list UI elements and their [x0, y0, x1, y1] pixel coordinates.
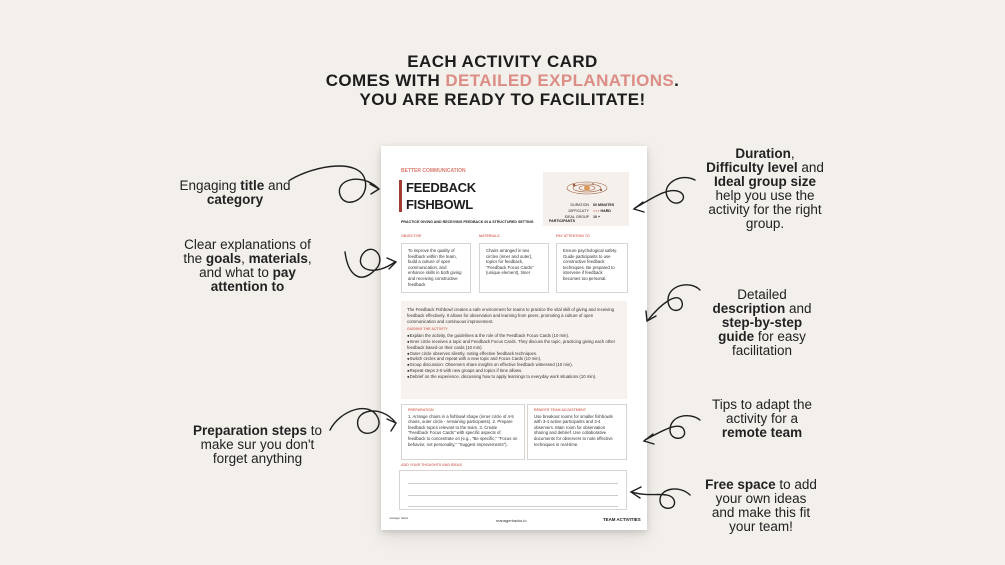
objective-box: To improve the quality of feedback within the team, build a culture of open communication, and enhance skills in both giving and receiving constructive feedback [401, 243, 471, 293]
remote-header: REMOTE TEAM ADJUSTMENT [534, 408, 586, 412]
meta-difficulty-value: HARD [600, 209, 611, 213]
annotation-goals [165, 238, 330, 294]
preparation-header: PREPARATION [408, 408, 434, 412]
difficulty-dots: ●●● [593, 209, 600, 213]
card-subtitle: PRACTICE GIVING AND RECEIVING FEEDBACK IN A STRUCTURED SETTING [401, 220, 534, 224]
annotation-space-post1: to add [775, 477, 817, 492]
annotation-space-l2: your own ideas [715, 491, 807, 506]
annotation-title-pre: Engaging [179, 178, 241, 193]
annotation-duration-b2: Difficulty level [706, 160, 798, 175]
footer-url: managerhacks.io [496, 518, 527, 523]
annotation-duration-b1: Duration [735, 146, 791, 161]
annotation-goals-post2: , [307, 251, 312, 266]
arrow-description [648, 285, 700, 320]
annotation-prep-post1: to [307, 423, 323, 438]
headline-line-3: YOU ARE READY TO FACILITATE! [359, 90, 646, 109]
annotation-goals-b1: goals [205, 251, 242, 266]
annotation-space-l4: your team! [729, 519, 793, 534]
annotation-description-b3: guide [718, 329, 755, 344]
annotation-duration-post2: and [797, 160, 824, 175]
annotation-remote-l1: Tips to adapt the [711, 397, 813, 412]
card-title-line-1: FEEDBACK [406, 180, 476, 195]
guide-header: GUIDING THE ACTIVITY [407, 327, 448, 332]
annotation-description-post4: for easy [754, 329, 806, 344]
headline-line-1: EACH ACTIVITY CARD [407, 52, 598, 71]
annotation-title-mid: and [264, 178, 291, 193]
attention-header: PAY ATTENTION TO [556, 234, 590, 238]
guide-step: ● Repeat steps 2-5 with new groups and topics if time allows. [407, 368, 621, 374]
guide-step: ● Outer circle observes silently, noting effective feedback techniques. [407, 351, 621, 357]
annotation-goals-pre3: and what to [199, 265, 273, 280]
annotation-prep-l3: forget anything [212, 451, 303, 466]
annotation-duration-l6: group. [745, 216, 785, 231]
annotation-goals-pre2: the [183, 251, 206, 266]
guide-step: ● Explain the activity, the guidelines & the role of the Feedback Focus Cards (10 min). [407, 333, 621, 339]
card-category: BETTER COMMUNICATION [401, 168, 466, 174]
annotation-goals-b4: attention to [210, 279, 285, 294]
annotation-remote-b1: remote team [721, 425, 803, 440]
headline-accent: DETAILED EXPLANATIONS [445, 71, 675, 90]
annotation-description [697, 288, 827, 358]
guide-step: ● Inner circle receives a topic and Feedback Focus Cards. They discuss the topic, practicing giving each other feedback based on their cards (10 min). [407, 339, 621, 351]
meta-group-value: 10 + PARTICIPANTS [549, 215, 601, 223]
annotation-prep-b1: Preparation steps [192, 423, 308, 438]
preparation-text: 1. Arrange chairs in a fishbowl shape (inner circle of 4-5 chairs, outer circle - remaining participants). 2. Prepare feedback topics relevant to the team. 3. Create "Feedback Focus Cards" with specific aspects of feedback to concentrate on (e.g., "Be specific," "Focus on behavior, not personality," "Suggest improvements"). [408, 413, 518, 447]
annotation-space-b1: Free space [705, 477, 776, 492]
remote-text: Use breakout rooms for smaller fishbowls with 3-4 active participants and 3-4 observers. Main room for observation sharing and debrief. Use collaborative documents for observers to note effective techniques in real-time. [534, 413, 613, 447]
thoughts-header: ADD YOUR THOUGHTS AND IDEAS [401, 463, 462, 467]
annotation-duration-post1: , [790, 146, 795, 161]
materials-box: Chairs arranged in two circles (inner and outer), topics for feedback, "Feedback Focus Cards" (unique element), timer [479, 243, 549, 293]
annotation-title-b1: title [240, 178, 265, 193]
meta-duration-label: DURATION [570, 203, 589, 207]
guide-step: ● Switch circles and repeat with a new topic and Focus Cards (10 min). [407, 356, 621, 362]
annotation-goals-b2: materials [248, 251, 308, 266]
headline-line-2-pre: COMES WITH [325, 71, 446, 90]
meta-duration-value: 60 MINUTES [593, 203, 615, 207]
annotation-description-post2: and [785, 301, 812, 316]
annotation-description-l1: Detailed [737, 287, 787, 302]
arrow-space [632, 489, 690, 508]
annotation-description-b2: step-by-step [721, 315, 803, 330]
annotation-goals-b3: pay [272, 265, 296, 280]
annotation-title-b2: category [206, 192, 264, 207]
attention-box: Ensure psychological safety. Guide participants to use constructive feedback techniques. Be prepared to intervene if feedback becomes too personal. [556, 243, 628, 293]
footer-brand: TEAM ACTIVITIES [603, 517, 641, 522]
annotation-remote [692, 398, 832, 440]
annotation-free-space [686, 478, 836, 534]
annotation-description-b1: description [712, 301, 786, 316]
annotation-remote-l2: activity for a [725, 411, 799, 426]
annotation-preparation [175, 424, 340, 466]
annotation-duration-l5: activity for the right [708, 202, 822, 217]
description-text: The Feedback Fishbowl creates a safe environment for teams to practice the vital skill of giving and receiving feedback effectively. It allows for observation and learning from peers, promoting a culture of open communication and continuous improvement. [407, 307, 615, 324]
annotation-space-l3: and make this fit [711, 505, 811, 520]
objective-header: OBJECTIVE [401, 234, 422, 238]
annotation-duration [690, 147, 840, 231]
guide-step: ● Group discussion: Observers share insights on effective feedback witnessed (10 min). [407, 362, 621, 368]
materials-header: MATERIALS [479, 234, 500, 238]
meta-group-label: IDEAL GROUP [564, 215, 589, 219]
card-title-line-2: FISHBOWL [406, 197, 473, 212]
arrow-goals [345, 249, 395, 277]
annotation-title [160, 179, 310, 207]
annotation-description-l5: facilitation [731, 343, 793, 358]
annotation-duration-l4: help you use the [715, 188, 815, 203]
arrow-duration [635, 178, 695, 208]
guide-step: ● Debrief on the experience, discussing how to apply learnings to everyday work situations (10 min). [407, 374, 621, 380]
annotation-goals-mid2: , [241, 251, 249, 266]
footer-logo: manager hacks [389, 516, 409, 520]
annotation-goals-l1: Clear explanations of [184, 237, 311, 252]
annotation-prep-l2: make sur you don't [200, 437, 315, 452]
annotation-duration-b3: Ideal group size [713, 174, 817, 189]
headline-line-2-post: . [674, 71, 680, 90]
meta-difficulty-label: DIFFICULTY [568, 209, 589, 213]
